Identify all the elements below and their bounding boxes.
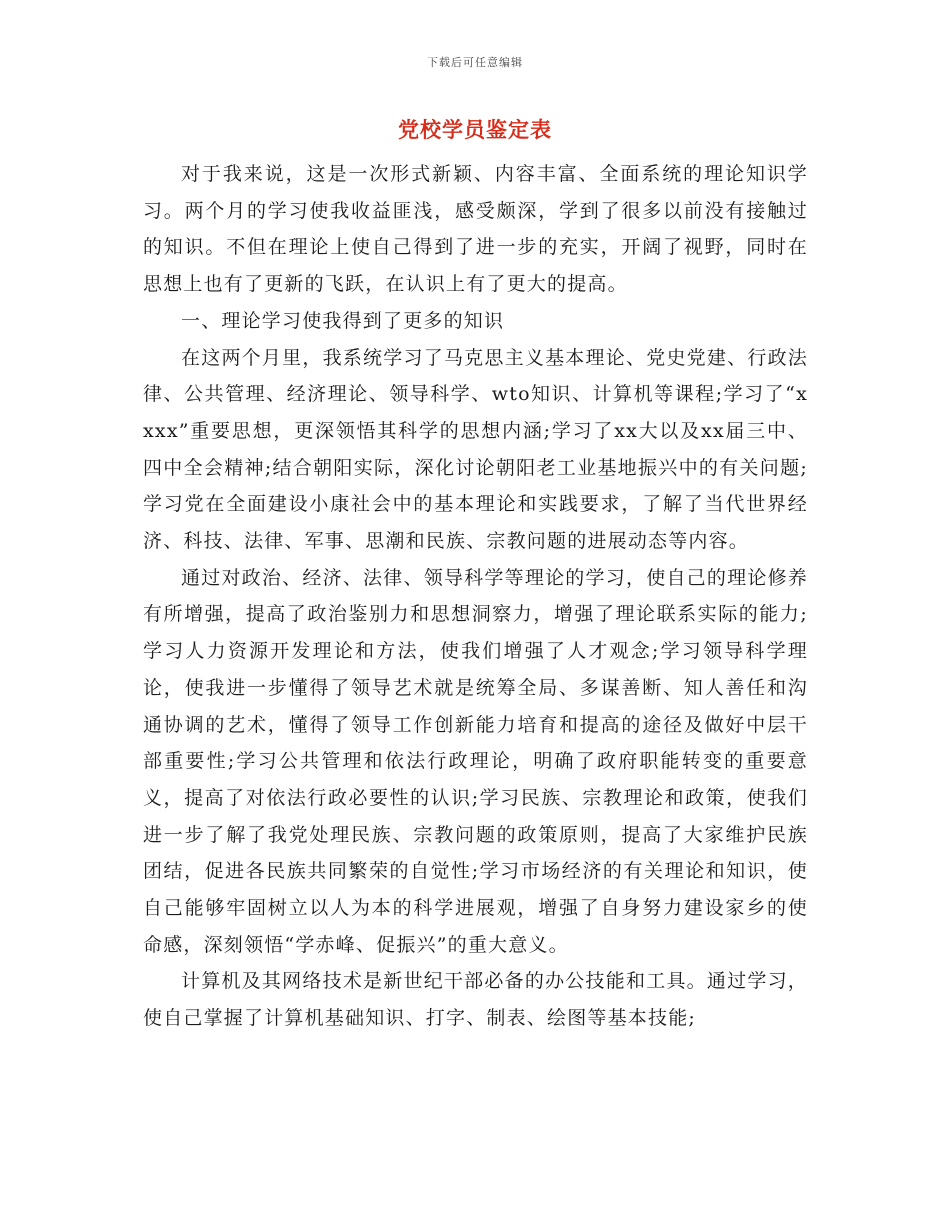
document-title: 党校学员鉴定表 bbox=[398, 117, 552, 142]
paragraph-courses: 在这两个月里，我系统学习了马克思主义基本理论、党史党建、行政法律、公共管理、经济理论、领导科学、wto知识、计算机等课程;学习了“xxxx”重要思想，更深领悟其科学的思想内涵;学习了xx大以及xx届三中、四中全会精神;结合朝阳实际，深化讨论朝阳老工业基地振兴中的有关问题;学习党在全面建设小康社会中的基本理论和实践要求，了解了当代世界经济、科技、法律、军事、思潮和民族、宗教问题的进展动态等内容。 bbox=[143, 346, 808, 553]
section-heading-1: 一、理论学习使我得到了更多的知识 bbox=[181, 309, 505, 332]
paragraph-intro: 对于我来说，这是一次形式新颖、内容丰富、全面系统的理论知识学习。两个月的学习使我收益匪浅，感受颇深，学到了很多以前没有接触过的知识。不但在理论上使自己得到了进一步的充实，开阔了视野，同时在思想上也有了更新的飞跃，在认识上有了更大的提高。 bbox=[143, 163, 808, 296]
paragraph-theory-gains: 通过对政治、经济、法律、领导科学等理论的学习，使自己的理论修养有所增强，提高了政治鉴别力和思想洞察力，增强了理论联系实际的能力;学习人力资源开发理论和方法，使我们增强了人才观念;学习领导科学理论，使我进一步懂得了领导艺术就是统筹全局、多谋善断、知人善任和沟通协调的艺术，懂得了领导工作创新能力培育和提高的途径及做好中层干部重要性;学习公共管理和依法行政理论，明确了政府职能转变的重要意义，提高了对依法行政必要性的认识;学习民族、宗教理论和政策，使我们进一步了解了我党处理民族、宗教问题的政策原则，提高了大家维护民族团结，促进各民族共同繁荣的自觉性;学习市场经济的有关理论和知识，使自己能够牢固树立以人为本的科学进展观，增强了自身努力建设家乡的使命感，深刻领悟“学赤峰、促振兴”的重大意义。 bbox=[143, 566, 808, 956]
paragraph-computer-skills: 计算机及其网络技术是新世纪干部必备的办公技能和工具。通过学习，使自己掌握了计算机基础知识、打字、制表、绘图等基本技能; bbox=[143, 970, 808, 1030]
document-body bbox=[143, 156, 808, 1037]
header-note: 下载后可任意编辑 bbox=[427, 56, 523, 69]
